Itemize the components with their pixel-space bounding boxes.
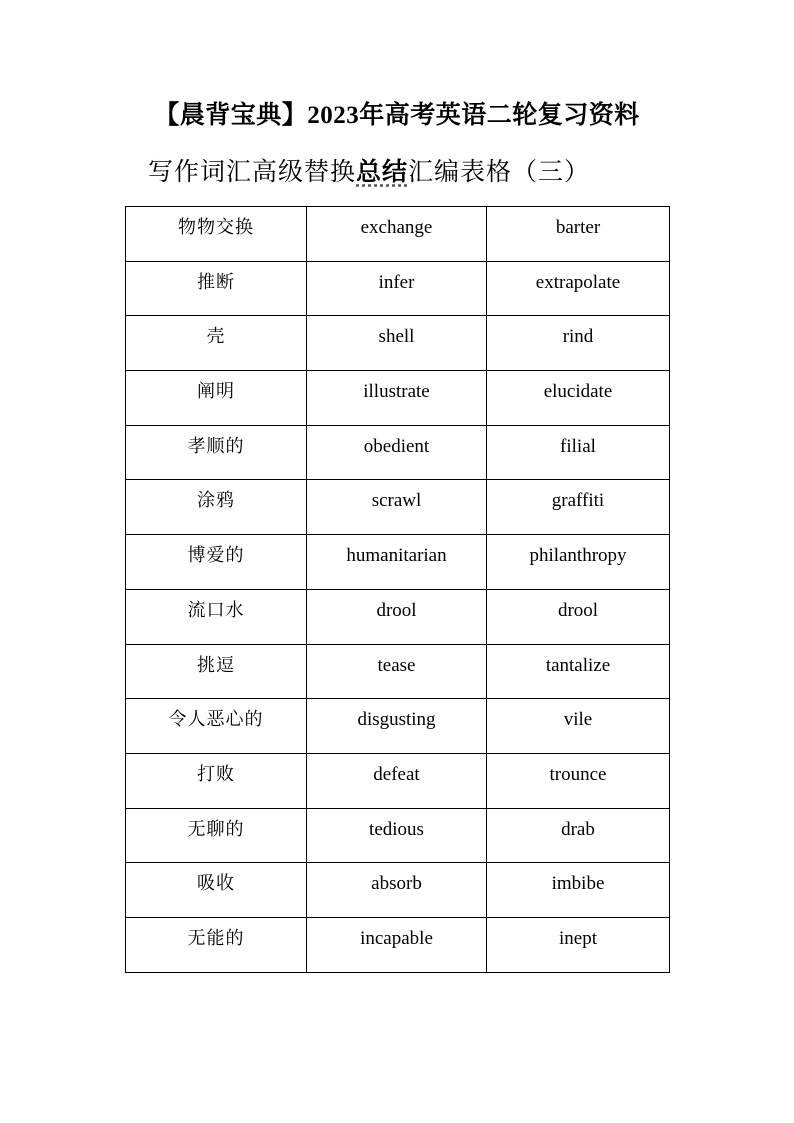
chinese-cell: 孝顺的 [126, 425, 307, 480]
advanced-word-cell: drab [487, 808, 670, 863]
basic-word-cell: disgusting [307, 699, 487, 754]
advanced-word-cell: filial [487, 425, 670, 480]
chinese-cell: 壳 [126, 316, 307, 371]
basic-word-cell: infer [307, 261, 487, 316]
table-row [126, 425, 670, 480]
table-row [126, 371, 670, 426]
table-row [126, 261, 670, 316]
basic-word-cell: tease [307, 644, 487, 699]
chinese-cell: 吸收 [126, 863, 307, 918]
subtitle-marked-word: 总结 [356, 157, 409, 186]
table-row [126, 699, 670, 754]
basic-word-cell: humanitarian [307, 535, 487, 590]
basic-word-cell: drool [307, 589, 487, 644]
advanced-word-cell: vile [487, 699, 670, 754]
advanced-word-cell: philanthropy [487, 535, 670, 590]
basic-word-cell: incapable [307, 917, 487, 972]
chinese-cell: 无能的 [126, 917, 307, 972]
advanced-word-cell: inept [487, 917, 670, 972]
advanced-word-cell: imbibe [487, 863, 670, 918]
table-row [126, 808, 670, 863]
table-row [126, 480, 670, 535]
table-row [126, 863, 670, 918]
chinese-cell: 流口水 [126, 589, 307, 644]
basic-word-cell: absorb [307, 863, 487, 918]
chinese-cell: 物物交换 [126, 207, 307, 262]
table-row [126, 917, 670, 972]
basic-word-cell: scrawl [307, 480, 487, 535]
table-row [126, 589, 670, 644]
chinese-cell: 打败 [126, 753, 307, 808]
subtitle-part-2: 汇编表格（三） [408, 157, 591, 186]
subtitle-part-1: 写作词汇高级替换 [148, 157, 357, 186]
advanced-word-cell: elucidate [487, 371, 670, 426]
basic-word-cell: defeat [307, 753, 487, 808]
basic-word-cell: exchange [307, 207, 487, 262]
advanced-word-cell: drool [487, 589, 670, 644]
vocabulary-table [125, 206, 670, 973]
advanced-word-cell: trounce [487, 753, 670, 808]
basic-word-cell: shell [307, 316, 487, 371]
advanced-word-cell: tantalize [487, 644, 670, 699]
advanced-word-cell: barter [487, 207, 670, 262]
table-row [126, 535, 670, 590]
chinese-cell: 令人恶心的 [126, 699, 307, 754]
table-row [126, 644, 670, 699]
advanced-word-cell: extrapolate [487, 261, 670, 316]
advanced-word-cell: rind [487, 316, 670, 371]
document-subtitle [148, 152, 590, 192]
basic-word-cell: obedient [307, 425, 487, 480]
chinese-cell: 无聊的 [126, 808, 307, 863]
chinese-cell: 推断 [126, 261, 307, 316]
document-title: 【晨背宝典】2023年高考英语二轮复习资料 [154, 102, 640, 129]
table-row [126, 207, 670, 262]
basic-word-cell: tedious [307, 808, 487, 863]
chinese-cell: 挑逗 [126, 644, 307, 699]
advanced-word-cell: graffiti [487, 480, 670, 535]
chinese-cell: 博爱的 [126, 535, 307, 590]
table-row [126, 753, 670, 808]
basic-word-cell: illustrate [307, 371, 487, 426]
chinese-cell: 涂鸦 [126, 480, 307, 535]
chinese-cell: 阐明 [126, 371, 307, 426]
table-row [126, 316, 670, 371]
